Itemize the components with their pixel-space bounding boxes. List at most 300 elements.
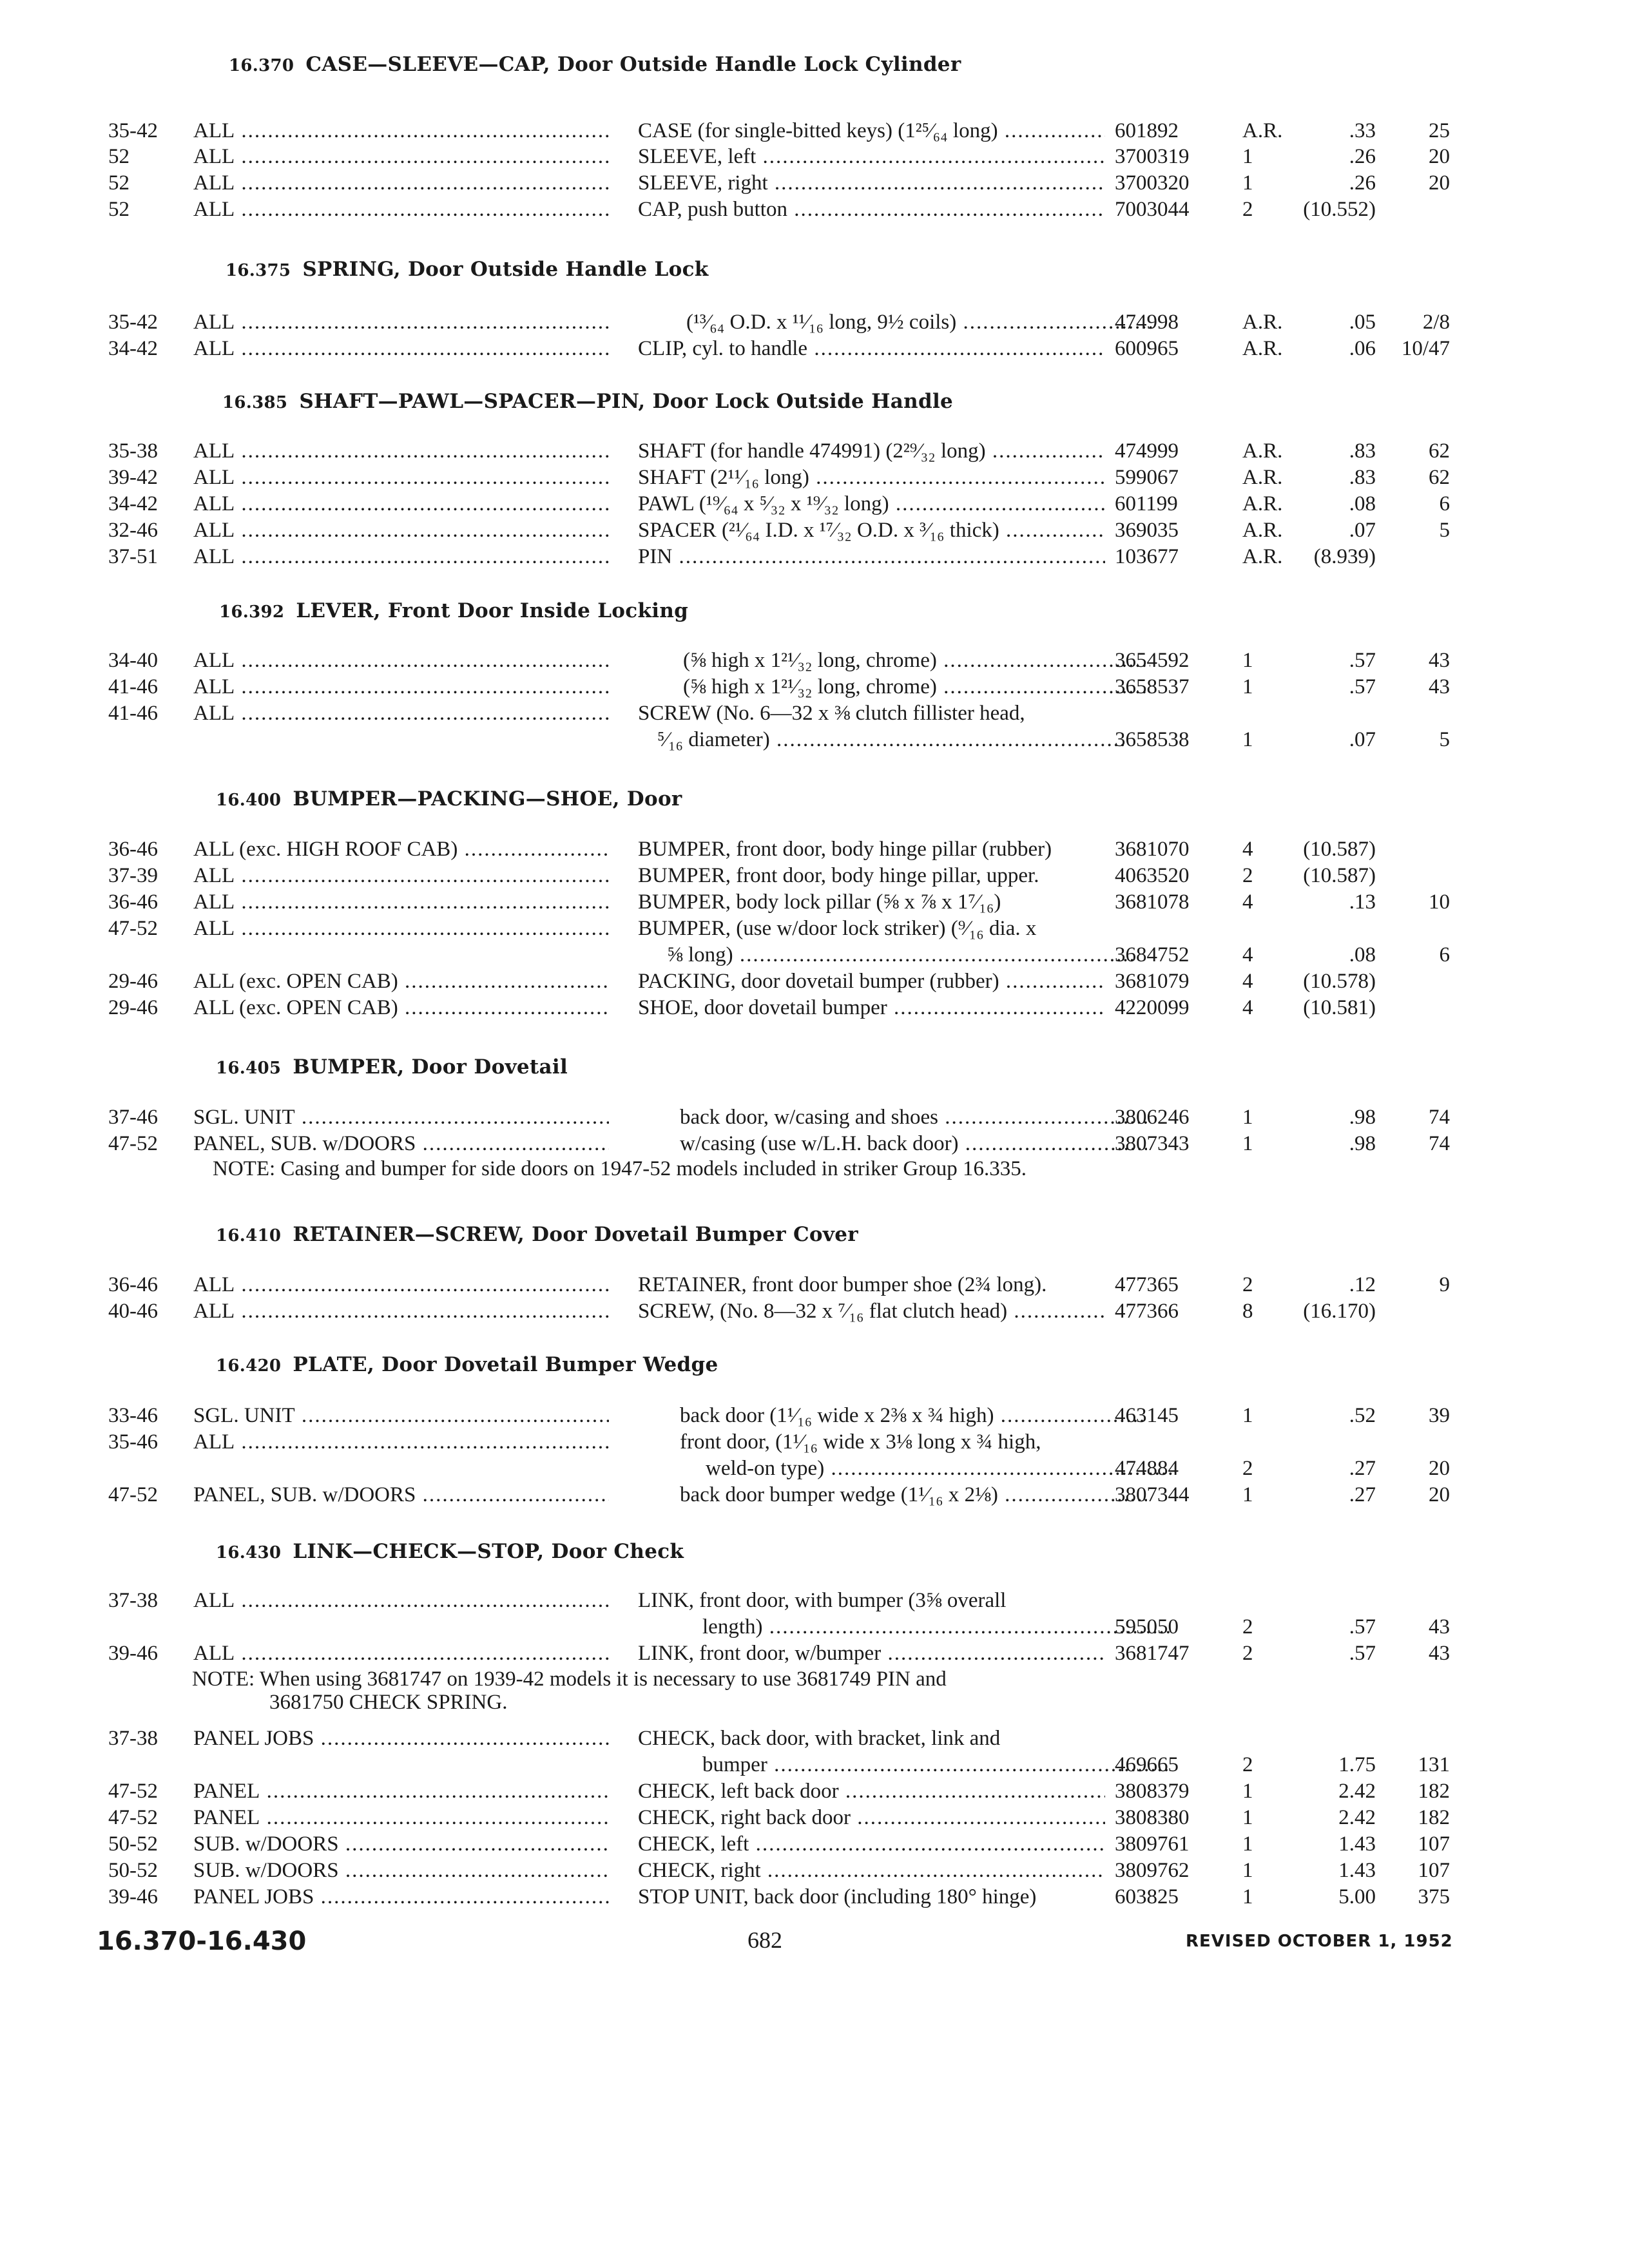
- table-row: [0, 1724, 1629, 1753]
- table-row: [0, 543, 1629, 571]
- description-cell: BUMPER, front door, body hinge pillar (rubber): [638, 838, 1052, 861]
- years-cell: 47-52: [108, 917, 158, 940]
- description-cell: ⅝ long) .....: [638, 941, 1134, 969]
- weight-cell: 5: [1439, 519, 1450, 542]
- table-row: [0, 1129, 1629, 1158]
- price-cell: .07: [1349, 519, 1376, 542]
- description-cell: CHECK, left back door .....: [638, 1777, 1105, 1805]
- weight-cell: 20: [1429, 145, 1450, 168]
- part-number-cell: 3684752: [1115, 943, 1190, 966]
- weight-cell: 43: [1429, 1615, 1450, 1639]
- price-cell: .27: [1349, 1457, 1376, 1480]
- weight-cell: 182: [1418, 1806, 1450, 1829]
- part-number-cell: 4220099: [1115, 996, 1190, 1019]
- part-number-cell: 103677: [1115, 545, 1179, 568]
- quantity-cell: 1: [1242, 1483, 1253, 1506]
- section-heading: [229, 53, 961, 76]
- quantity-cell: 1: [1242, 728, 1253, 751]
- description-cell: bumper .....: [638, 1751, 1170, 1779]
- part-number-cell: 7003044: [1115, 198, 1190, 221]
- years-cell: 37-39: [108, 864, 158, 887]
- years-cell: 47-52: [108, 1780, 158, 1803]
- table-row: [0, 1103, 1629, 1131]
- price-cell: .05: [1349, 311, 1376, 334]
- model-cell: ALL (exc. HIGH ROOF CAB) .....: [193, 835, 609, 863]
- part-number-cell: 600965: [1115, 337, 1179, 360]
- weight-cell: 182: [1418, 1780, 1450, 1803]
- weight-cell: 20: [1429, 171, 1450, 195]
- quantity-cell: 1: [1242, 171, 1253, 195]
- price-cell: .08: [1349, 943, 1376, 966]
- part-number-cell: 3681079: [1115, 970, 1190, 993]
- price-cell: (8.939): [1313, 545, 1376, 568]
- weight-cell: 62: [1429, 466, 1450, 489]
- quantity-cell: 1: [1242, 1832, 1253, 1856]
- section-number: 16.420: [216, 1356, 282, 1376]
- years-cell: 50-52: [108, 1832, 158, 1856]
- section-number: 16.375: [226, 261, 291, 280]
- quantity-cell: 8: [1242, 1300, 1253, 1323]
- quantity-cell: 4: [1242, 890, 1253, 914]
- years-cell: 36-46: [108, 890, 158, 914]
- description-cell: weld-on type) .....: [638, 1454, 1173, 1483]
- part-number-cell: 3806246: [1115, 1106, 1190, 1129]
- part-number-cell: 474884: [1115, 1457, 1179, 1480]
- section-number: 16.410: [216, 1226, 282, 1245]
- quantity-cell: 1: [1242, 1404, 1253, 1427]
- description-cell: CLIP, cyl. to handle .....: [638, 334, 1105, 363]
- model-cell: ALL .....: [193, 169, 609, 197]
- part-number-cell: 3658537: [1115, 675, 1190, 698]
- price-cell: (10.587): [1303, 838, 1376, 861]
- price-cell: .07: [1349, 728, 1376, 751]
- part-number-cell: 603825: [1115, 1885, 1179, 1908]
- section-title: BUMPER—PACKING—SHOE, Door: [293, 787, 682, 811]
- table-row: [0, 490, 1629, 518]
- price-cell: .98: [1349, 1106, 1376, 1129]
- description-cell: SLEEVE, left .....: [638, 142, 1105, 171]
- weight-cell: 6: [1439, 943, 1450, 966]
- table-row: [0, 1856, 1629, 1885]
- section-title: SHAFT—PAWL—SPACER—PIN, Door Lock Outside Handle: [299, 390, 954, 413]
- description-cell: SCREW (No. 6—32 x ⅜ clutch fillister head,: [638, 702, 1025, 725]
- page-number: 682: [747, 1927, 782, 1953]
- weight-cell: 20: [1429, 1483, 1450, 1506]
- model-cell: ALL (exc. OPEN CAB) .....: [193, 994, 609, 1022]
- quantity-cell: A.R.: [1242, 466, 1283, 489]
- model-cell: ALL .....: [193, 463, 609, 492]
- quantity-cell: 4: [1242, 943, 1253, 966]
- years-cell: 52: [108, 171, 130, 195]
- years-cell: 36-46: [108, 838, 158, 861]
- table-row: [0, 1777, 1629, 1805]
- weight-cell: 10: [1429, 890, 1450, 914]
- model-cell: PANEL .....: [193, 1803, 609, 1832]
- description-cell: CHECK, left .....: [638, 1830, 1105, 1858]
- section-heading: [216, 1223, 858, 1246]
- section-title: BUMPER, Door Dovetail: [293, 1055, 568, 1079]
- section-heading: [216, 1055, 568, 1079]
- quantity-cell: 2: [1242, 1615, 1253, 1639]
- section-title: CASE—SLEEVE—CAP, Door Outside Handle Lock Cylinder: [305, 53, 961, 76]
- years-cell: 34-42: [108, 492, 158, 515]
- part-number-cell: 3681747: [1115, 1642, 1190, 1665]
- quantity-cell: 1: [1242, 1132, 1253, 1155]
- model-cell: PANEL, SUB. w/DOORS .....: [193, 1481, 609, 1509]
- quantity-cell: 4: [1242, 970, 1253, 993]
- part-number-cell: 3654592: [1115, 649, 1190, 672]
- model-cell: SUB. w/DOORS .....: [193, 1830, 609, 1858]
- years-cell: 47-52: [108, 1483, 158, 1506]
- model-cell: ALL .....: [193, 1428, 609, 1456]
- quantity-cell: A.R.: [1242, 311, 1283, 334]
- section-title: PLATE, Door Dovetail Bumper Wedge: [293, 1353, 718, 1376]
- table-row: [0, 673, 1629, 701]
- description-cell: CAP, push button .....: [638, 195, 1105, 224]
- table-row: [0, 142, 1629, 171]
- description-cell: CHECK, back door, with bracket, link and: [638, 1727, 1001, 1750]
- quantity-cell: 1: [1242, 1859, 1253, 1882]
- description-cell: LINK, front door, with bumper (3⅝ overall: [638, 1589, 1007, 1612]
- model-cell: ALL .....: [193, 1639, 609, 1667]
- table-row: [0, 117, 1629, 145]
- table-row: [0, 1751, 1629, 1779]
- weight-cell: 6: [1439, 492, 1450, 515]
- price-cell: .83: [1349, 439, 1376, 463]
- quantity-cell: 1: [1242, 649, 1253, 672]
- quantity-cell: 2: [1242, 1642, 1253, 1665]
- quantity-cell: A.R.: [1242, 492, 1283, 515]
- quantity-cell: 1: [1242, 1780, 1253, 1803]
- years-cell: 36-46: [108, 1273, 158, 1296]
- model-cell: ALL .....: [193, 914, 609, 943]
- section-heading: [226, 258, 709, 281]
- weight-cell: 5: [1439, 728, 1450, 751]
- part-number-cell: 599067: [1115, 466, 1179, 489]
- years-cell: 35-42: [108, 119, 158, 142]
- model-cell: ALL .....: [193, 888, 609, 916]
- price-cell: (16.170): [1303, 1300, 1376, 1323]
- part-number-cell: 3809762: [1115, 1859, 1190, 1882]
- price-cell: 2.42: [1338, 1806, 1376, 1829]
- years-cell: 34-42: [108, 337, 158, 360]
- table-row: [0, 835, 1629, 863]
- model-cell: ALL .....: [193, 861, 609, 890]
- price-cell: (10.552): [1303, 198, 1376, 221]
- description-cell: BUMPER, body lock pillar (⅝ x ⅞ x 1⁷⁄₁₆): [638, 890, 1001, 914]
- section-title: LINK—CHECK—STOP, Door Check: [293, 1540, 684, 1563]
- part-number-cell: 3808380: [1115, 1806, 1190, 1829]
- table-row: [0, 646, 1629, 675]
- model-cell: ALL .....: [193, 117, 609, 145]
- years-cell: 35-38: [108, 439, 158, 463]
- years-cell: 39-42: [108, 466, 158, 489]
- quantity-cell: A.R.: [1242, 119, 1283, 142]
- table-row: [0, 967, 1629, 995]
- table-row: [0, 726, 1629, 754]
- price-cell: 1.75: [1338, 1753, 1376, 1776]
- years-cell: 37-51: [108, 545, 158, 568]
- part-number-cell: 4063520: [1115, 864, 1190, 887]
- years-cell: 47-52: [108, 1132, 158, 1155]
- part-number-cell: 369035: [1115, 519, 1179, 542]
- model-cell: ALL .....: [193, 490, 609, 518]
- price-cell: .52: [1349, 1404, 1376, 1427]
- price-cell: .57: [1349, 1615, 1376, 1639]
- quantity-cell: 1: [1242, 1106, 1253, 1129]
- section-heading: [219, 599, 688, 622]
- part-number-cell: 3809761: [1115, 1832, 1190, 1856]
- description-cell: (⅝ high x 1²¹⁄₃₂ long, chrome) .....: [638, 673, 1150, 701]
- table-row: [0, 1271, 1629, 1299]
- model-cell: PANEL .....: [193, 1777, 609, 1805]
- part-number-cell: 474998: [1115, 311, 1179, 334]
- weight-cell: 62: [1429, 439, 1450, 463]
- price-cell: .57: [1349, 1642, 1376, 1665]
- section-number: 16.392: [219, 602, 285, 622]
- table-row: [0, 516, 1629, 544]
- part-number-cell: 3700319: [1115, 145, 1190, 168]
- revision-date: REVISED OCTOBER 1, 1952: [1186, 1932, 1453, 1951]
- model-cell: SGL. UNIT .....: [193, 1401, 609, 1430]
- description-cell: STOP UNIT, back door (including 180° hinge): [638, 1885, 1037, 1908]
- price-cell: .57: [1349, 675, 1376, 698]
- part-number-cell: 469665: [1115, 1753, 1179, 1776]
- model-cell: SUB. w/DOORS .....: [193, 1856, 609, 1885]
- section-number: 16.430: [216, 1543, 282, 1562]
- weight-cell: 10/47: [1401, 337, 1450, 360]
- part-number-cell: 3807343: [1115, 1132, 1190, 1155]
- table-row: [0, 1481, 1629, 1509]
- description-cell: length) .....: [638, 1613, 1170, 1641]
- weight-cell: 39: [1429, 1404, 1450, 1427]
- table-row: [0, 195, 1629, 224]
- model-cell: ALL .....: [193, 142, 609, 171]
- quantity-cell: 2: [1242, 1457, 1253, 1480]
- description-cell: w/casing (use w/L.H. back door) .....: [638, 1129, 1147, 1158]
- table-row: [0, 941, 1629, 969]
- quantity-cell: A.R.: [1242, 439, 1283, 463]
- description-cell: PIN .....: [638, 543, 1105, 571]
- model-cell: ALL .....: [193, 437, 609, 465]
- description-cell: CHECK, right .....: [638, 1856, 1105, 1885]
- part-number-cell: 477365: [1115, 1273, 1179, 1296]
- section-title: RETAINER—SCREW, Door Dovetail Bumper Cover: [293, 1223, 858, 1246]
- price-cell: (10.587): [1303, 864, 1376, 887]
- years-cell: 37-38: [108, 1727, 158, 1750]
- part-number-cell: 477366: [1115, 1300, 1179, 1323]
- note: NOTE: When using 3681747 on 1939-42 models it is necessary to use 3681749 PIN and: [192, 1667, 947, 1691]
- section-heading: [216, 1353, 718, 1376]
- table-row: [0, 334, 1629, 363]
- price-cell: (10.581): [1303, 996, 1376, 1019]
- table-row: [0, 914, 1629, 943]
- quantity-cell: 1: [1242, 1806, 1253, 1829]
- table-row: [0, 1639, 1629, 1667]
- price-cell: 2.42: [1338, 1780, 1376, 1803]
- price-cell: 1.43: [1338, 1859, 1376, 1882]
- description-cell: back door, w/casing and shoes .....: [638, 1103, 1147, 1131]
- part-number-cell: 474999: [1115, 439, 1179, 463]
- quantity-cell: 2: [1242, 1753, 1253, 1776]
- table-row: [0, 1613, 1629, 1641]
- table-row: [0, 994, 1629, 1022]
- years-cell: 29-46: [108, 996, 158, 1019]
- price-cell: .57: [1349, 649, 1376, 672]
- weight-cell: 2/8: [1422, 311, 1450, 334]
- part-number-cell: 3658538: [1115, 728, 1190, 751]
- price-cell: .33: [1349, 119, 1376, 142]
- model-cell: ALL .....: [193, 1586, 609, 1615]
- table-row: [0, 1428, 1629, 1456]
- model-cell: PANEL, SUB. w/DOORS .....: [193, 1129, 609, 1158]
- part-number-cell: 3681070: [1115, 838, 1190, 861]
- section-number: 16.405: [216, 1059, 282, 1078]
- description-cell: front door, (1¹⁄₁₆ wide x 3⅛ long x ¾ high,: [680, 1430, 1041, 1454]
- quantity-cell: 1: [1242, 145, 1253, 168]
- model-cell: ALL .....: [193, 646, 609, 675]
- price-cell: .13: [1349, 890, 1376, 914]
- table-row: [0, 437, 1629, 465]
- description-cell: (¹³⁄₆₄ O.D. x ¹¹⁄₁₆ long, 9½ coils) .....: [638, 308, 1153, 336]
- years-cell: 32-46: [108, 519, 158, 542]
- model-cell: ALL .....: [193, 516, 609, 544]
- model-cell: ALL .....: [193, 543, 609, 571]
- weight-cell: 131: [1418, 1753, 1450, 1776]
- model-cell: PANEL JOBS .....: [193, 1724, 609, 1753]
- years-cell: 41-46: [108, 702, 158, 725]
- description-cell: BUMPER, front door, body hinge pillar, upper.: [638, 864, 1039, 887]
- section-number: 16.400: [216, 791, 282, 810]
- table-row: [0, 1803, 1629, 1832]
- weight-cell: 74: [1429, 1132, 1450, 1155]
- section-number: 16.385: [222, 393, 288, 412]
- description-cell: SHOE, door dovetail bumper .....: [638, 994, 1105, 1022]
- table-row: [0, 463, 1629, 492]
- quantity-cell: A.R.: [1242, 337, 1283, 360]
- section-heading: [222, 390, 953, 413]
- part-number-cell: 3808379: [1115, 1780, 1190, 1803]
- years-cell: 52: [108, 198, 130, 221]
- weight-cell: 43: [1429, 675, 1450, 698]
- quantity-cell: 4: [1242, 996, 1253, 1019]
- description-cell: CHECK, right back door .....: [638, 1803, 1105, 1832]
- quantity-cell: A.R.: [1242, 519, 1283, 542]
- table-row: [0, 888, 1629, 916]
- model-cell: ALL (exc. OPEN CAB) .....: [193, 967, 609, 995]
- description-cell: SLEEVE, right .....: [638, 169, 1105, 197]
- section-title: SPRING, Door Outside Handle Lock: [302, 258, 709, 281]
- description-cell: PAWL (¹⁹⁄₆₄ x ⁵⁄₃₂ x ¹⁹⁄₃₂ long) .....: [638, 490, 1105, 518]
- section-number: 16.370: [229, 56, 294, 75]
- table-row: [0, 699, 1629, 727]
- quantity-cell: 2: [1242, 864, 1253, 887]
- model-cell: ALL .....: [193, 195, 609, 224]
- years-cell: 35-46: [108, 1430, 158, 1454]
- price-cell: (10.578): [1303, 970, 1376, 993]
- price-cell: .06: [1349, 337, 1376, 360]
- section-range: 16.370-16.430: [97, 1927, 307, 1956]
- description-cell: ⁵⁄₁₆ diameter) .....: [638, 726, 1124, 754]
- part-number-cell: 463145: [1115, 1404, 1179, 1427]
- note: 3681750 CHECK SPRING.: [269, 1691, 508, 1714]
- section-heading: [216, 787, 682, 811]
- table-row: [0, 861, 1629, 890]
- part-number-cell: 601199: [1115, 492, 1178, 515]
- price-cell: .08: [1349, 492, 1376, 515]
- price-cell: 5.00: [1338, 1885, 1376, 1908]
- table-row: [0, 1297, 1629, 1325]
- years-cell: 47-52: [108, 1806, 158, 1829]
- price-cell: .26: [1349, 145, 1376, 168]
- price-cell: .26: [1349, 171, 1376, 195]
- years-cell: 40-46: [108, 1300, 158, 1323]
- years-cell: 34-40: [108, 649, 158, 672]
- weight-cell: 43: [1429, 649, 1450, 672]
- table-row: [0, 1830, 1629, 1858]
- quantity-cell: 1: [1242, 1885, 1253, 1908]
- part-number-cell: 595050: [1115, 1615, 1179, 1639]
- weight-cell: 9: [1439, 1273, 1450, 1296]
- weight-cell: 20: [1429, 1457, 1450, 1480]
- weight-cell: 25: [1429, 119, 1450, 142]
- years-cell: 35-42: [108, 311, 158, 334]
- description-cell: CASE (for single-bitted keys) (1²⁵⁄₆₄ long) .....: [638, 117, 1105, 145]
- description-cell: SCREW, (No. 8—32 x ⁷⁄₁₆ flat clutch head) .....: [638, 1297, 1105, 1325]
- table-row: [0, 169, 1629, 197]
- table-row: [0, 1454, 1629, 1483]
- description-cell: SPACER (²¹⁄₆₄ I.D. x ¹⁷⁄₃₂ O.D. x ³⁄₁₆ thick) .....: [638, 516, 1105, 544]
- years-cell: 39-46: [108, 1885, 158, 1908]
- description-cell: LINK, front door, w/bumper .....: [638, 1639, 1105, 1667]
- section-heading: [216, 1540, 684, 1563]
- description-cell: RETAINER, front door bumper shoe (2¾ long).: [638, 1273, 1047, 1296]
- note: NOTE: Casing and bumper for side doors on 1947-52 models included in striker Group 16.335.: [213, 1157, 1027, 1180]
- quantity-cell: 4: [1242, 838, 1253, 861]
- model-cell: SGL. UNIT .....: [193, 1103, 609, 1131]
- part-number-cell: 3681078: [1115, 890, 1190, 914]
- weight-cell: 375: [1418, 1885, 1450, 1908]
- model-cell: ALL .....: [193, 699, 609, 727]
- price-cell: 1.43: [1338, 1832, 1376, 1856]
- model-cell: ALL .....: [193, 308, 609, 336]
- description-cell: SHAFT (for handle 474991) (2²⁹⁄₃₂ long) .....: [638, 437, 1105, 465]
- description-cell: back door bumper wedge (1¹⁄₁₆ x 2⅛) .....: [638, 1481, 1147, 1509]
- years-cell: 52: [108, 145, 130, 168]
- years-cell: 39-46: [108, 1642, 158, 1665]
- table-row: [0, 1586, 1629, 1615]
- description-cell: back door (1¹⁄₁₆ wide x 2⅜ x ¾ high) .....: [638, 1401, 1147, 1430]
- years-cell: 33-46: [108, 1404, 158, 1427]
- price-cell: .98: [1349, 1132, 1376, 1155]
- weight-cell: 107: [1418, 1832, 1450, 1856]
- weight-cell: 107: [1418, 1859, 1450, 1882]
- price-cell: .12: [1349, 1273, 1376, 1296]
- price-cell: .83: [1349, 466, 1376, 489]
- model-cell: ALL .....: [193, 1271, 609, 1299]
- description-cell: (⅝ high x 1²¹⁄₃₂ long, chrome) .....: [638, 646, 1150, 675]
- model-cell: PANEL JOBS .....: [193, 1883, 609, 1911]
- description-cell: PACKING, door dovetail bumper (rubber) .....: [638, 967, 1105, 995]
- part-number-cell: 601892: [1115, 119, 1179, 142]
- years-cell: 37-46: [108, 1106, 158, 1129]
- quantity-cell: 1: [1242, 675, 1253, 698]
- model-cell: ALL .....: [193, 334, 609, 363]
- table-row: [0, 1883, 1629, 1911]
- part-number-cell: 3700320: [1115, 171, 1190, 195]
- weight-cell: 74: [1429, 1106, 1450, 1129]
- model-cell: ALL .....: [193, 1297, 609, 1325]
